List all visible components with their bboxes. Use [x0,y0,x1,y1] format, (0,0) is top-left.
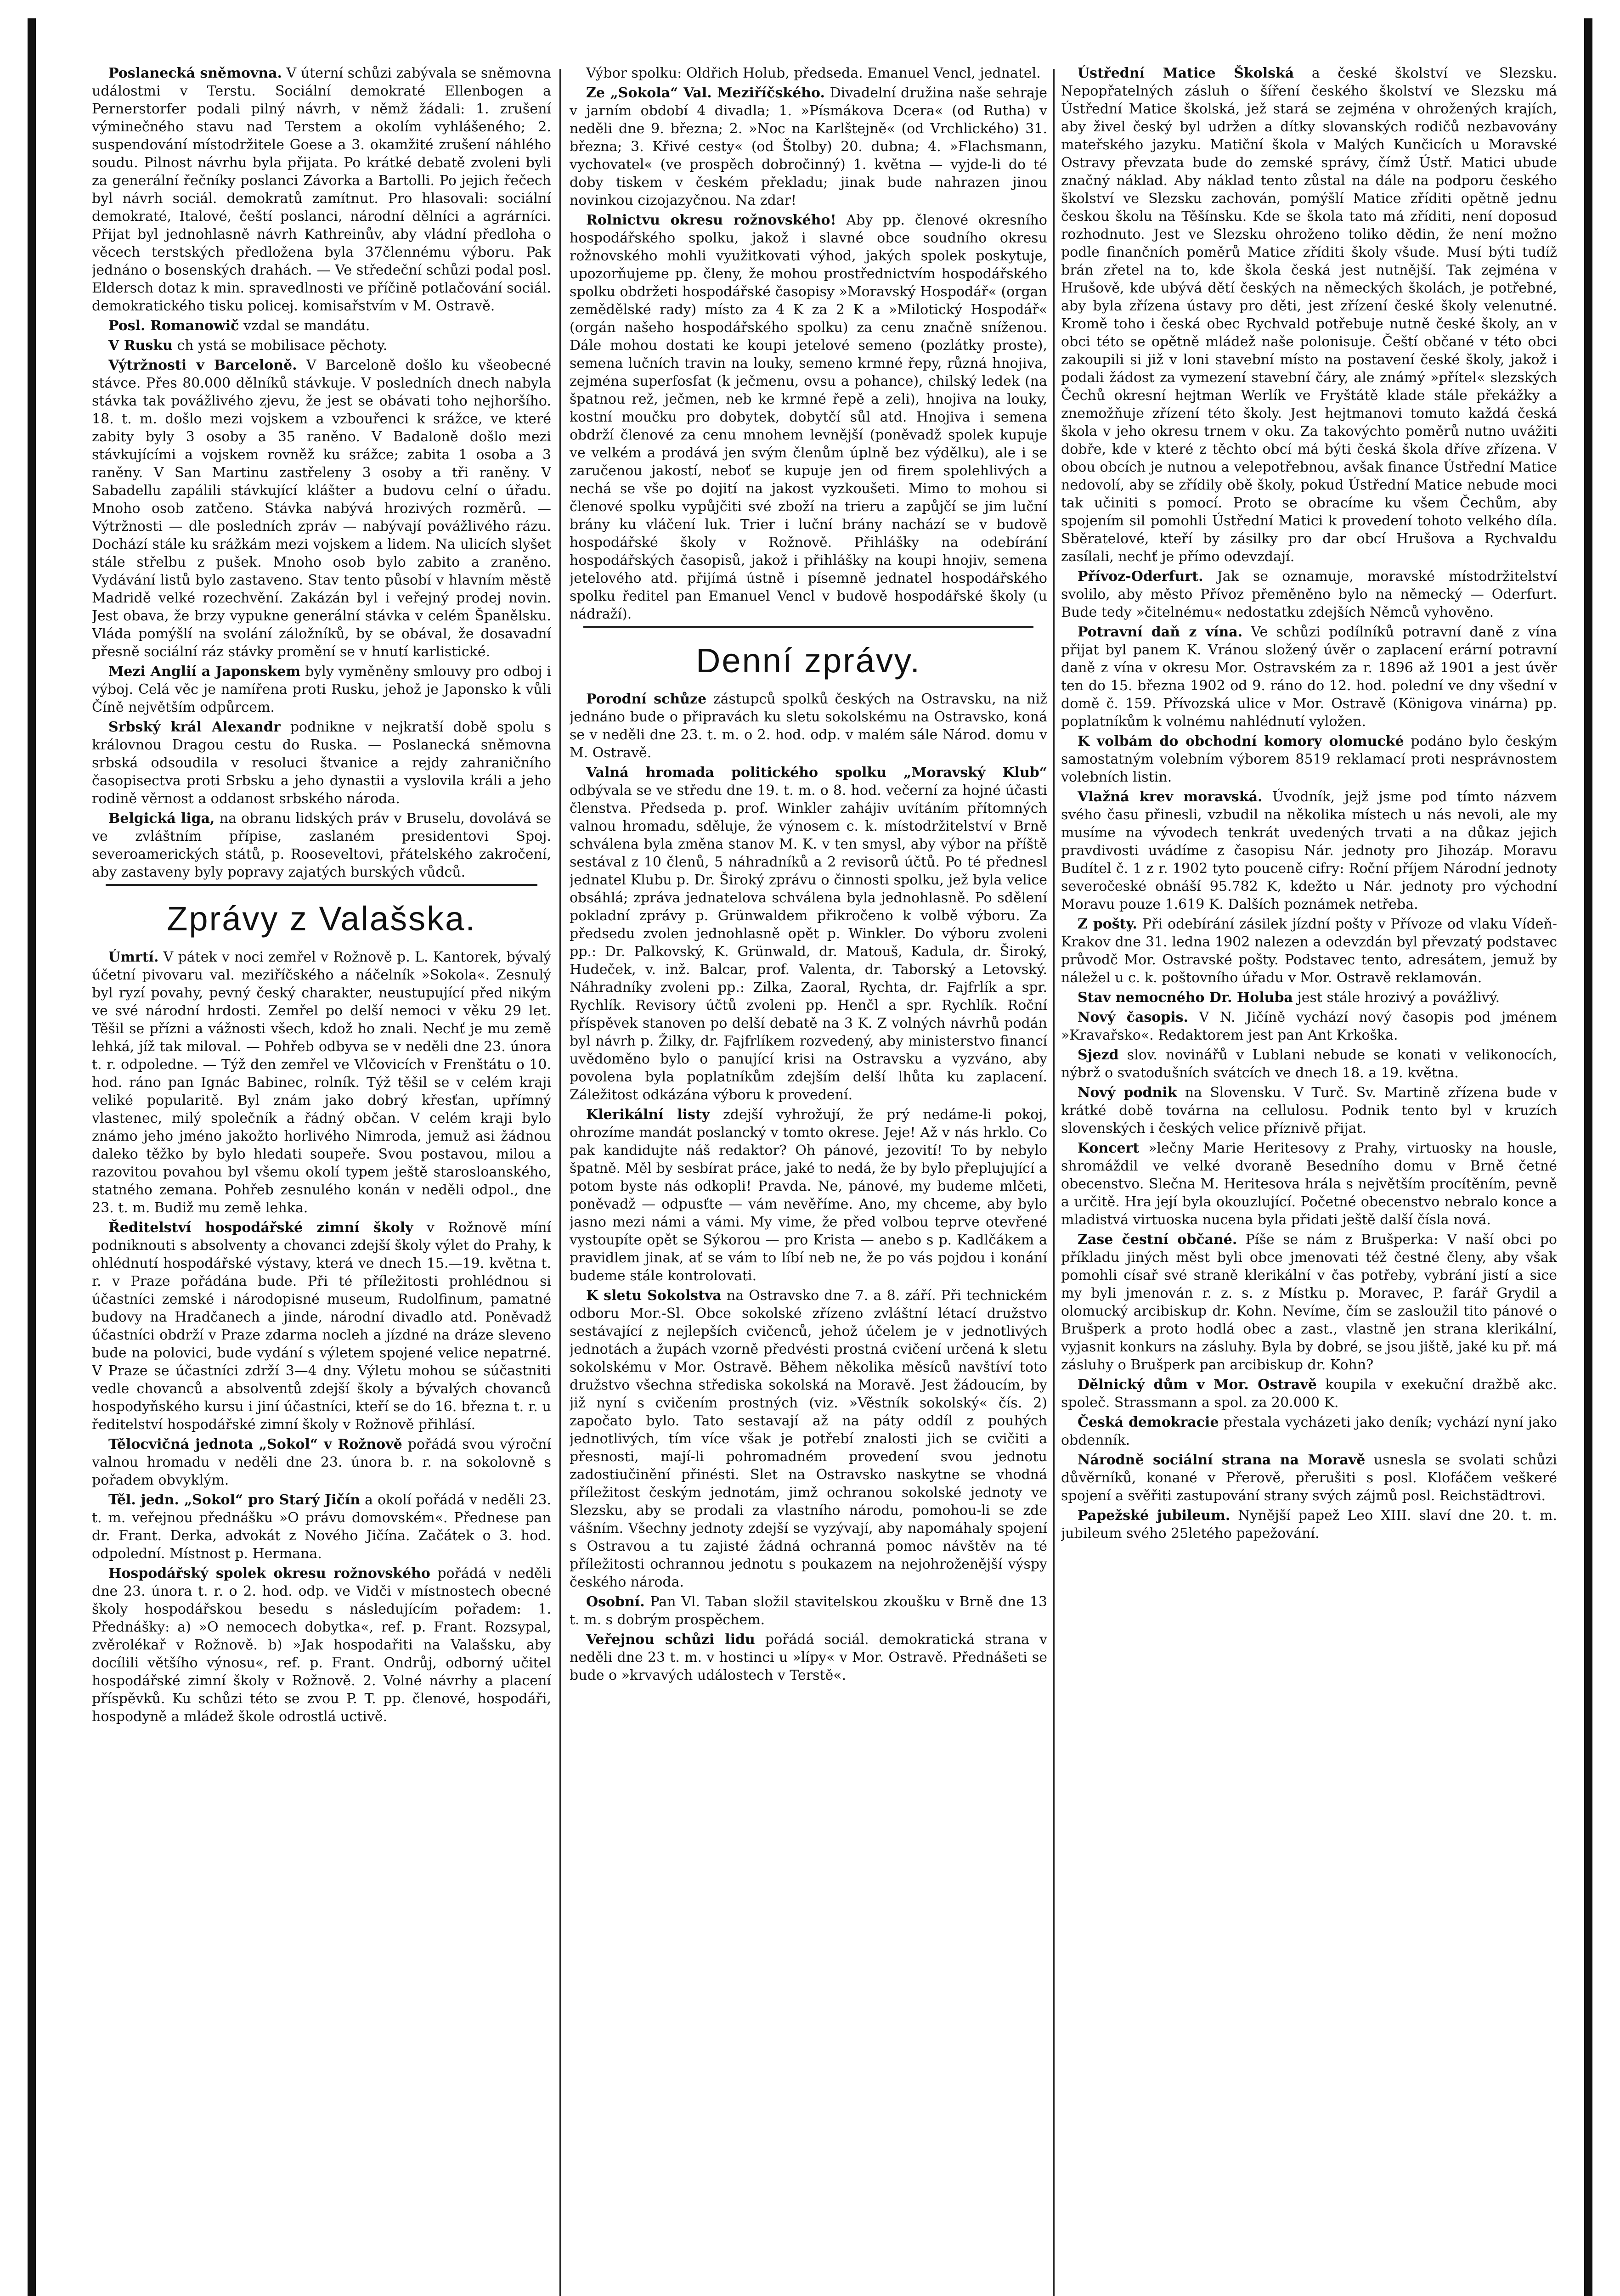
article: Národně sociální strana na Moravě usnesla se svolati schůzi důvěrníků, konané v Přerově, přerušiti s posl. Klofáčem veškeré spojení a svěřiti zastupování strany svých zájmů posl. Reichstädtrovi. [1061,1452,1557,1504]
section-rule [583,626,1033,628]
article: Nový časopis. V N. Jičíně vychází nový časopis pod jménem »Kravařsko«. Redaktorem jest pan Ant Krkoška. [1061,1009,1557,1043]
article: Papežské jubileum. Nynější papež Leo XIII. slaví dne 20. t. m. jubileum svého 25letého papežování. [1061,1508,1557,1542]
article: Valná hromada politického spolku „Moravský Klub“ odbývala se ve středu dne 19. t. m. o 8. hod. večerní za hojné účasti členstva. Předseda p. prof. Winkler zahájiv uvítáním přítomných valnou hromadu, sděluje, že výnosem c. k. místodržitelství v Brně schválena byla změna stanov M. K. v ten smysl, aby výbor na příště sestával z 10 členů, 5 náhradníků a 2 revisorů účtů. Po té přednesl jednatel Klubu p. Dr. Široký zprávu o činnosti spolku, jež byla velice obsáhlá; zpráva jednatelova schválena byla jednohlasně. Po sdělení pokladní zprávy p. Grünwaldem přikročeno k volbě výboru. Za předsedu zvolen jednohlasně opět p. Winkler. Do výboru zvoleni pp.: Dr. Palkovský, K. Grünwald, dr. Matouš, Kadula, dr. Široký, Hudeček, v. inž. Balcar, prof. Valenta, dr. Taborský a Letovský. Náhradníky zvoleni pp.: Zilka, Zaoral, Rychta, dr. Fajfrlík a spr. Rychlík. Revisory účtů zvoleni pp. Henčl a spr. Rychlík. Roční příspěvek stanoven po delší debatě na 3 K. Z volných návrhů podán byl návrh p. Žilky, dr. Fajfrlíkem rozvedený, aby ministerstvo financí uvědoměno bylo o panující krisi na Ostravsku a vyzváno, aby povolena byla poplatníkům zdejším delší lhůta ku zaplacení. Záležitost odkázána výboru k provedení. [570,765,1047,1103]
article: Stav nemocného Dr. Holuba jest stále hrozivý a povážlivý. [1078,990,1500,1006]
article: Hospodářský spolek okresu rožnovského pořádá v neděli dne 23. února t. r. o 2. hod. odp. ve Vidči v místnostech obecné školy hospodářskou besedu s následujícím pořadem: 1. Přednášky: a) »O nemocech dobytka«, ref. p. Frant. Rozsypal, zvěrolékař v Rožnově. b) »Jak hospodařiti na Valašsku, aby docílili většího výnosu«, ref. p. Frant. Ondrůj, odborný učitel hospodářské zimní školy v Rožnově. 2. Volné návrhy a placení příspěvků. Ku schůzi této se zvou P. T. pp. členové, hospodáři, hospodyně a mládež škole odrostlá uctivě. [92,1565,551,1725]
article: Koncert »lečny Marie Heritesovy z Prahy, virtuosky na housle, shromáždil ve velké dvoraně Besedního domu v Brně četné obecenstvo. Slečna M. Heritesova hrála s největším procítěním, pevně a určitě. Hra její byla okouzlující. Početné obecenstvo nebralo konce a mladistvá virtuoska nucena byla přidati ještě další čísla nová. [1061,1140,1557,1228]
section-heading: Zprávy z Valašska. [167,900,476,938]
article: Ze „Sokola“ Val. Meziříčského. Divadelní družina naše sehraje v jarním období 4 divadla; 1. »Písmákova Dcera« (od Rutha) v neděli dne 9. března; 2. »Noc na Karlštejně« (od Vrchlického) 31. března; 3. Křivé cesty« (od Štolby) 20. dubna; 4. »Flachsmann, vychovatel« (ve prospěch dobročinný) 1. května — vyjde-li do té doby tiskem v českém překladu; jinak bude nahrazen jinou novinkou cizojazyčnou. Na zdar! [570,85,1047,208]
article: Srbský král Alexandr podnikne v nejkratší době spolu s královnou Dragou cestu do Ruska. — Poslanecká sněmovna srbská odsoudila v resoluci štvanice a rejdy zahraničního časopisectva proti Srbsku a jeho dynastii a vyslovila králi a jeho rodině věrnost a oddanost srbského národa. [92,719,551,807]
article: Rolnictvu okresu rožnovského! Aby pp. členové okresního hospodářského spolku, jakož i slavné obce soudního okresu rožnovského mohli využitkovati výhod, jakých spolek poskytuje, upozorňujeme pp. členy, že mohou prostřednictvím hospodářského spolku obdržeti hospodářské časopisy »Moravský Hospodář« (organ zemědělské rady) místo za 4 K za 2 K a »Milotický Hospodář« (orgán našeho hospodářského spolku) za cenu značně sníženou. Dále mohou dostati ke koupi jetelové semeno (pozlátky proste), semena lučních travin na louky, semeno krmné řepy, různá hnojiva, zejména superfosfat (k ječmenu, ovsu a pohance), chilský ledek (na špatnou rež, ječmen, neb ke krmné řepě a zeli), hnojiva na louky, kostní moučku pro dobytek, dobytčí sůl atd. Hnojiva i semena obdrží členové za cenu mnohem levnější (poněvadž spolek kupuje ve velkém a prodává jen svým členům úplně bez výdělku), ale i se zaručenou jakostí, neboť se kupuje jen od firem spolehlivých a nechá se vše po dojití na jakost vyzkoušeti. Mimo to mohou si členové spolku vypůjčiti své zboží na trieru a zapůjčí se jim luční brány ku vláčení luk. Trier i luční brány nachází se v budově hospodářské školy v Rožnově. Přihlášky na odebírání hospodářských časopisů, jakož i přihlášky na koupi hnojiv, semena jetelového atd. přijímá ústně i písemně jednatel hospodářského spolku ředitel pan Emanuel Vencl v budově hospodářské školy (u nádraží). [570,212,1047,622]
article: Mezi Anglií a Japonskem byly vyměněny smlouvy pro odboj i výboj. Celá věc je namířena proti Rusku, jehož je Japonsko k vůli Číně největším odpůrcem. [92,664,551,715]
column-rule [1053,69,1055,2296]
article: Nový podnik na Slovensku. V Turč. Sv. Martině zřízena bude v krátké době továrna na cellulosu. Podnik tento byl v kruzích slovenských i českých velice příznivě přijat. [1061,1085,1557,1137]
article: Výtržnosti v Barceloně. V Barceloně došlo ku všeobecné stávce. Přes 80.000 dělníků stávkuje. V posledních dnech nabyla stávka tak povážlivého zjevu, že jest se obávati toho nejhoršího. 18. t. m. došlo mezi vojskem a vzbouřenci k srážce, ve které zabity byly 3 osoby a 35 raněno. V Badaloně došlo mezi stávkujícími a vojskem rovněž ku srážce; zabita 1 osoba a 3 raněny. V San Martinu zastřeleny 3 osoby a tři raněny. V Sabadellu zapálili stávkující klášter a budovu celní o úřadu. Mnoho osob zatčeno. Stávka nabývá hrozivých rozměrů. — Výtržnosti — dle posledních zpráv — nabývají povážlivého rázu. Dochází stále ku srážkám mezi vojskem a lidem. Na ulicích slyšet stále střelbu z pušek. Mnoho osob bylo zabito a zraněno. Vydávání listů bylo zastaveno. Stav tento působí v hlavním městě Madridě velké rozechvění. Zakázán byl i veřejný prodej novin. Jest obava, že brzy vypukne generální stávka v celém Španělsku. Vláda pomýšlí na svolání záložníků, by se obával, že dosavadní přesně sociální ráz stávky promění se v hnutí karlistické. [92,357,551,660]
article: Belgická liga, na obranu lidských práv v Bruselu, dovolává se ve zvláštním přípise, zaslaném presidentovi Spoj. severoamerických států, p. Rooseveltovi, přátelského zakročení, aby zastaveny byly popravy zajatých burských vůdců. [92,810,551,880]
section-heading: Denní zprávy. [695,642,921,680]
article: Ústřední Matice Školská a české školství ve Slezsku. Nepopřatelných zásluh o šíření českého školství ve Slezsku má Ústřední Matice školská, jež stará se zejména v ohrožených krajích, aby živel český byl udržen a dítky slovanských rodičů nezbavovány mateřského jazyku. Matiční škola v Malých Kunčicích u Moravské Ostravy převzata bude do zemské správy, čímž Ústř. Matici ubude značný náklad. Aby náklad tento zůstal na dále na podporu českého školství ve Slezsku zachován, pomýšlí Matice zříditi opětně jednu českou školu na Těšínsku. Kde se škola tato má zříditi, není doposud rozhodnuto. Jest ve Slezsku ohroženo toliko dědin, že není možno podle finančních poměrů Matice zříditi školy všude. Musí býti tudíž brán zřetel na to, kde škola česká jest nutnější. Tak zejména v Hrušově, kde ubývá dětí českých na německých školách, je potřebné, aby byla zřízena ústavy pro děti, jest zřízení české školy velenutné. Kromě toho i česká obec Rychvald potřebuje nutně české školy, an v obci této se opětně mládež naše polonisuje. Čeští občané v této obci zakoupili si již v loni stavební místo na postavení české školy, jakož i podali žádost za vymezení stavební čáry, ale známý »přítel« slezských Čechů okresní hejtman Werlík ve Fryštátě klade stále překážky a znemožňuje zřízení této školy. Jest hejtmanovi tomuto každá česká škola v jeho okresu trnem v oku. Za takovýchto poměrů nutno uvážiti dobře, kde v které z těchto obcí má býti česká škola dříve zřízena. V obou obcích je nutnou a velepotřebnou, avšak finance Ústřední Matice nedovolí, aby se zřídily obě školy, pokud Ústřední Matice nebude moci tak učiniti s pomocí. Proto se obracíme ku všem Čechům, aby spojením sil pomohli Ústřední Matici k provedení tohoto velkého díla. Sběratelové, kteří by zásilky pro dar obcí Hrušova a Rychvaldu zasílali, nechť je přímo odevzdají. [1061,65,1557,565]
article: Veřejnou schůzi lidu pořádá sociál. demokratická strana v neděli dne 23 t. m. v hostinci u »lípy« v Mor. Ostravě. Přednášeti se bude o »krvavých událostech v Terstě«. [570,1632,1047,1683]
article: Poslanecká sněmovna. V úterní schůzi zabývala se sněmovna událostmi v Terstu. Sociální demokraté Ellenbogen a Pernerstorfer podali pilný návrh, v němž žádali: 1. zrušení výminečného stavu nad Terstem a okolím vyhlášeného; 2. suspendování místodržitele Goese a 3. okamžité zrušení náhlého soudu. Pilnost návrhu byla přijata. Po krátké debatě zvoleni byli za generální řečníky poslanci Závorka a Bartolli. Po jejich řečech byl návrh sociál. demokratů zamítnut. Pro hlasovali: sociální demokraté, Italové, čeští poslanci, národní dělníci a agrárníci. Přijat byl jednohlasně návrh Kathreinův, aby vládní předloha o věcech terstských předložena byla 37člennému výboru. Pak jednáno o bosenských drahách. — Ve středeční schůzi podal posl. Eldersch dotaz k min. spravedlnosti ve příčině potlačování sociál. demokratického tisku policej. komisařstvím v M. Ostravě. [92,65,551,314]
article: Dělnický dům v Mor. Ostravě koupila v exekuční dražbě akc. společ. Strassmann a spol. za 20.000 K. [1061,1377,1557,1411]
article: Úmrtí. V pátek v noci zemřel v Rožnově p. L. Kantorek, bývalý účetní pivovaru val. meziříčského a náčelník »Sokola«. Zesnulý byl ryzí povahy, pevný český charakter, neustupující před nikým ve své národní hrdosti. Zemřel po delší nemoci v věku 29 let. Těšil se přízni a vážnosti všech, kdož ho znali. Nechť je mu země lehká, jíž tak miloval. — Pohřeb odbyva se v neděli dne 23. února t. r. odpoledne. — Týž den zemřel ve Vlčovicích v Frenštátu o 10. hod. ráno pan Ignác Babinec, rolník. Týž těšil se v celém kraji veliké popularitě. Byl znám jako dobrý křesťan, upřímný vlastenec, milý společník a řádný občan. V celém kraji bylo známo jeho jméno jakožto horlivého Nimroda, jemuž asi žádnou daleko těžko by bylo hledati soupeře. Svou postavou, milou a razovitou povahou byl všemu okolí typem ještě starosloanského, statného zemana. Pohřeb zesnulého konán v neděli odpol., dne 23. t. m. Budiž mu země lehka. [92,949,551,1216]
column-3 [1061,64,1557,2296]
article: Zase čestní občané. Píše se nám z Brušperka: V naší obci po příkladu jiných měst byli obce jmenovati též čestné členy, aby však pomohli císař své straně klerikální v čas potřeby, vybrání jistí a sice my byli jmenován r. z. s. z Místku p. Moravec, P. farář Grydil a olomucký arcibiskup dr. Kohn. Nevíme, čím se zasloužil tito pánové o Brušperk a proto hodlá obec a zast., vlastně jen strana klerikální, vyjasnit konkurs na zásluhy. Byla by dobré, se jsou jiště, jaké ku př. má zásluhy o Brušperk pan arcibiskup dr. Kohn? [1061,1232,1557,1373]
article: Těl. jedn. „Sokol“ pro Starý Jičín a okolí pořádá v neděli 23. t. m. veřejnou přednášku »O právu domovském«. Přednese pan dr. Frant. Derka, advokát z Nového Jičína. Začátek o 3. hod. odpolední. Místnost p. Hermana. [92,1492,551,1562]
article: Sjezd slov. novinářů v Lublani nebude se konati v velikonocích, nýbrž o svatodušních svátcích ve dnech 18. a 19. května. [1061,1047,1557,1081]
column-rule [559,69,561,2296]
article: V Rusku ch ystá se mobilisace pěchoty. [108,338,388,354]
article: Výbor spolku: Oldřich Holub, předseda. Emanuel Vencl, jednatel. [586,65,1041,81]
article: Osobní. Pan Vl. Taban složil stavitelskou zkoušku v Brně dne 13 t. m. s dobrým prospěchem. [570,1594,1047,1628]
article: Potravní daň z vína. Ve schůzi podílníků potravní daně z vína přijat byl panem K. Vránou složený úvěr o zaplacení erární potravní daně z vína v okresu Mor. Ostravském za r. 1896 až 1901 a jest úvěr ten do 15. března 1902 od 9. ráno do 12. hod. polední ve dny všední v domě č. 159. Přívozská ulice v Mor. Ostravě (Königova vinárna) pp. poplatníkům k volnému nahlédnutí vyložen. [1061,624,1557,730]
column-2 [570,64,1047,2296]
article: K volbám do obchodní komory olomucké podáno bylo českým samostatným volebním výborem 8519 reklamací proti nesprávnostem volebních listin. [1061,733,1557,785]
section-rule [106,884,537,886]
article: Z pošty. Při odebírání zásilek jízdní pošty v Přívoze od vlaku Vídeň-Krakov dne 31. ledna 1902 nalezen a odevzdán byl převzatý podstavec průvodč Mor. Ostravské pošty. Podstavec tento, adresátem, jemuž by náležel u c. k. poštovního úřadu v Mor. Ostravě reklamován. [1061,916,1557,986]
article: Tělocvičná jednota „Sokol“ v Rožnově pořádá svou výroční valnou hromadu v neděli dne 23. února b. r. na sokolovně s pořadem obvyklým. [92,1436,551,1488]
article: Přívoz-Oderfurt. Jak se oznamuje, moravské místodržitelství svolilo, aby město Přívoz přeměněno bylo na německý — Oderfurt. Bude tedy »čitelnému« nedostatku zdejších Němců vyhověno. [1061,568,1557,620]
article: Vlažná krev moravská. Úvodník, jejž jsme pod tímto názvem svého času přinesli, vzbudil na několika místech u nás nevoli, ale my musíme na vývodech tenkrát uvedených trvati a na důkaz jejich pravdivosti uvádíme z časopisu Nár. jednoty pro Jihozáp. Moravu Budítel č. 1 z r. 1902 tyto pouceně cifry: Roční příjem Národní jednoty severočeské obnáší 95.782 K, kdežto u Nár. jednoty pro východní Moravu pouze 1.619 K. Dalších poznámek netřeba. [1061,789,1557,912]
article: Posl. Romanowič vzdal se mandátu. [108,318,370,334]
article: Česká demokracie přestala vycházeti jako deník; vychází nyní jako obdenník. [1061,1414,1557,1448]
column-1 [92,64,551,2296]
article: K sletu Sokolstva na Ostravsko dne 7. a 8. září. Při technickém odboru Mor.-Sl. Obce sokolské zřízeno zvláštní létací družstvo sestávající z nejlepších cvičenců, jehož účelem je v jednotlivých jednotách a župách vzorně předvésti prostná cvičení určená k sletu sokolskému v Mor. Ostravě. Během několika měsíců navštíví toto družstvo všechna střediska sokolská na Moravě. Jest žádoucím, by již nyní s cvičením prostných (viz. »Věstník sokolský« čís. 2) započato bylo. Tato sestavají až na páty oddíl z pouhých jednotlivých, tím více však je potřebí znalosti jich se cvičiti a přesnosti, mají-li pohromadném provedení svou jednotu zadostiučinění přinésti. Slet na Ostravsko naskytne se vhodná příležitost českým jednotám, jimž ochranou sokolské jednoty ve Slezsku, aby se prodali za vlastního národu, pomohou-li se zde vášním. Všechny jednoty zdejší se vyzývají, aby napomáhaly spojení s Ostravou a tu zajisté žádná ochranná pomoc návštěv na té příležitosti ochrannou jednotu s poukazem na nejohroženější výspy českého národa. [570,1288,1047,1590]
article: Klerikální listy zdejší vyhrožují, že prý nedáme-li pokoj, ohrozíme mandát poslancký v tomto okrese. Jeje! Až v nás hrklo. Co pak kandidujte náš redaktor? Oh pánové, jezovití! To by nebylo špatně. Měl by sesbírat práce, jaké to nedá, že by bylo přeplujující a potom byste nás odkopli! Pravda. Ne, pánové, my budeme mlčeti, poněvadž — odpusťte — vám nevěříme. Ano, my chceme, aby bylo jasno mezi námi a vámi. My vime, že před volbou teprve otevřené vystoupíte opět se Sýkorou — pro Krista — anebo s p. Kadlčákem a pravidlem jinak, ať se vám to líbí neb ne, že po vás pojdou i konání budeme stále kontrolovati. [570,1107,1047,1284]
article: Ředitelství hospodářské zimní školy v Rožnově míní podniknouti s absolventy a chovanci zdejší školy výlet do Prahy, k ohlédnutí hospodářské výstavy, která ve dnech 15.—19. května t. r. v Praze pořádána bude. Při té příležitosti prohlédnou si účastníci zemské i národopisné museum, Rudolfinum, pamatné budovy na Hradčanech a jinde, národní divadlo atd. Poněvadž účastníci obdrží v Praze zdarma nocleh a jízdné na dráze sleveno bude na polovici, bude vydání s výletem spojené velice nepatrné. V Praze se účastníci zdrží 3—4 dny. Výletu mohou se súčastniti vedle chovanců a absolventů zdejší školy a bývalých chovanců hospodyňského kursu i jiní účastníci, kteří se do 16. března t. r. u ředitelství hospodářské zimní školy v Rožnově přihlásí. [92,1220,551,1433]
article: Porodní schůze zástupců spolků českých na Ostravsku, na niž jednáno bude o připravách ku sletu sokolskému na Ostravsko, koná se v neděli dne 23. t. m. o 2. hod. odp. v malém sále Národ. domu v M. Ostravě. [570,691,1047,761]
